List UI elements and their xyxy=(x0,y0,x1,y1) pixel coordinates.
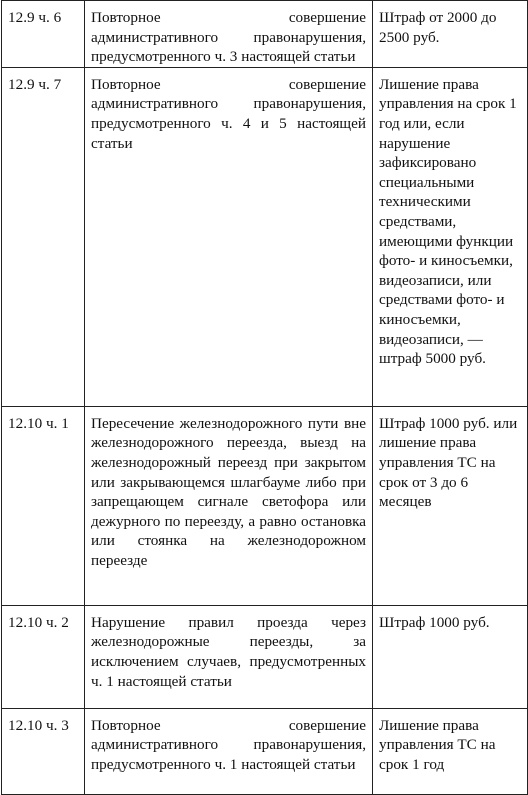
penalty-cell: Лишение права управления ТС на срок 1 год xyxy=(373,708,528,794)
table-row xyxy=(2,406,528,605)
article-cell: 12.9 ч. 7 xyxy=(2,67,85,406)
penalties-table xyxy=(1,0,528,795)
article-cell: 12.10 ч. 2 xyxy=(2,605,85,708)
penalty-cell: Лишение права управления на срок 1 год или, если нарушение зафиксировано специальными техническими средствами, имеющими функции фото- и киносъемки, видеозаписи, или средствами фото- и киносъемки, видеозаписи, — штраф 5000 руб. xyxy=(373,67,528,406)
article-cell: 12.10 ч. 3 xyxy=(2,708,85,794)
table-row xyxy=(2,708,528,794)
penalty-cell: Штраф 1000 руб. xyxy=(373,605,528,708)
table-row xyxy=(2,605,528,708)
article-cell: 12.9 ч. 6 xyxy=(2,1,85,68)
table-row xyxy=(2,1,528,68)
penalty-cell: Штраф 1000 руб. или лишение права управления ТС на срок от 3 до 6 месяцев xyxy=(373,406,528,605)
description-cell: Повторное совершение административного правонарушения, предусмотренного ч. 3 настоящей статьи xyxy=(85,1,373,68)
description-cell: Повторное совершение административного правонарушения, предусмотренного ч. 4 и 5 настоящей статьи xyxy=(85,67,373,406)
description-cell: Нарушение правил проезда через железнодорожные переезды, за исключением случаев, предусмотренных ч. 1 настоящей статьи xyxy=(85,605,373,708)
article-cell: 12.10 ч. 1 xyxy=(2,406,85,605)
table-row xyxy=(2,67,528,406)
penalty-cell: Штраф от 2000 до 2500 руб. xyxy=(373,1,528,68)
description-cell: Повторное совершение административного правонарушения, предусмотренного ч. 1 настоящей статьи xyxy=(85,708,373,794)
description-cell: Пересечение железнодорожного пути вне железнодорожного переезда, выезд на железнодорожный переезд при закрытом или закрывающемся шлагбауме либо при запрещающем сигнале светофора или дежурного по переезду, а равно остановка или стоянка на железнодорожном переезде xyxy=(85,406,373,605)
